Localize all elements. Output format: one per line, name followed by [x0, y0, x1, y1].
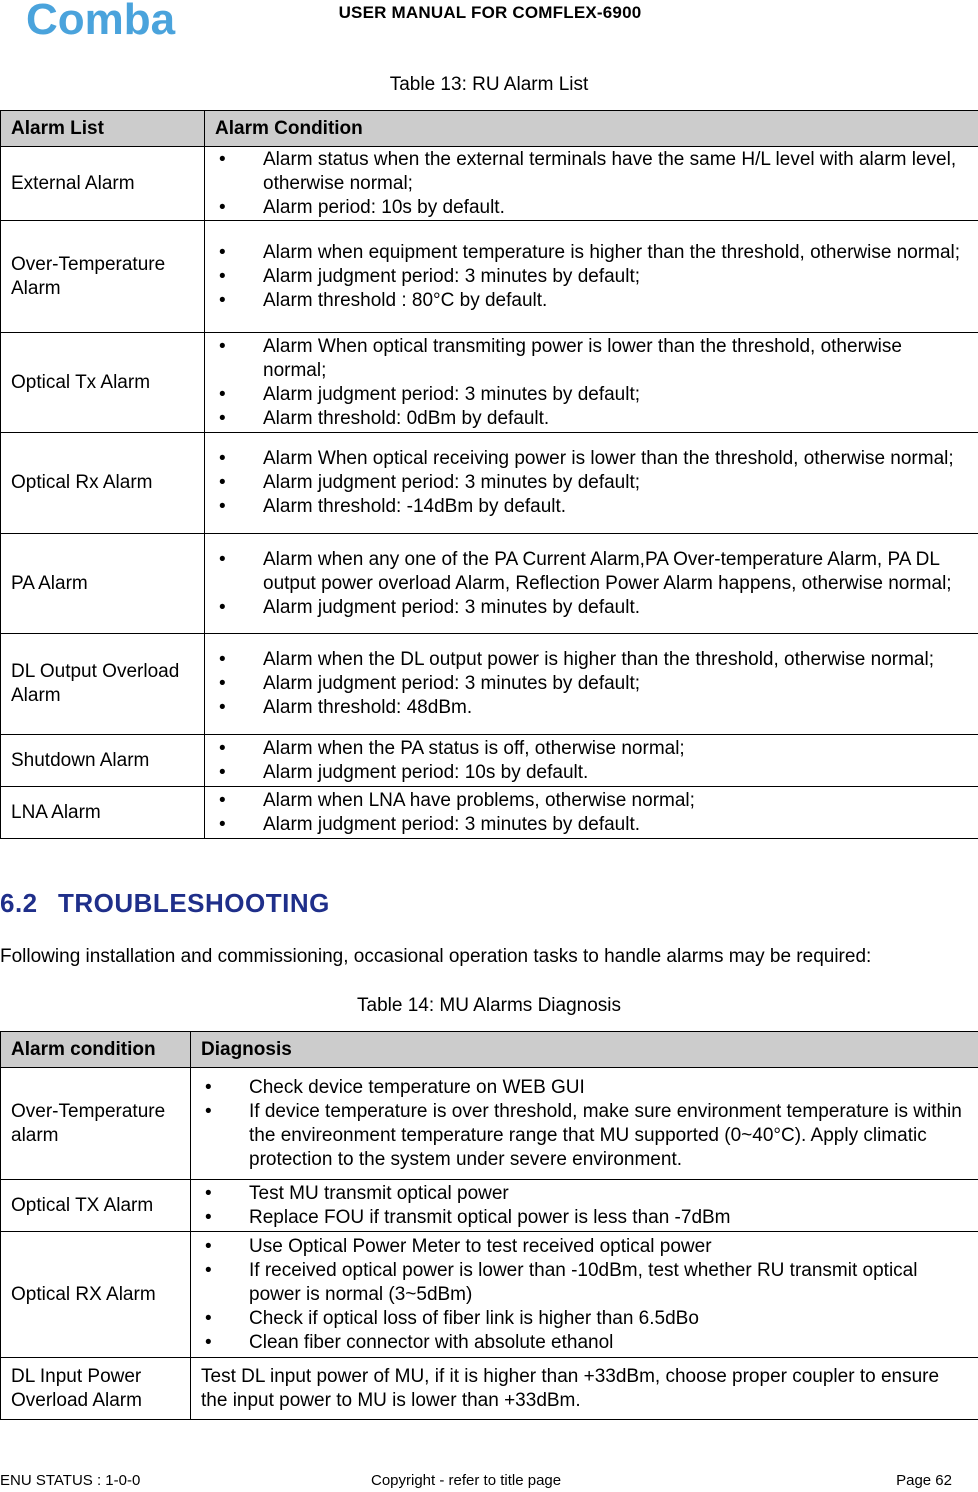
- alarm-name-cell: Over-Temperature alarm: [1, 1068, 191, 1180]
- bullet-list: [215, 148, 968, 220]
- alarm-name-cell: Shutdown Alarm: [1, 735, 205, 787]
- bullet-item: • Alarm threshold: -14dBm by default.: [215, 495, 968, 519]
- bullet-item: • Alarm judgment period: 3 minutes by default;: [215, 383, 968, 407]
- bullet-list: [215, 648, 968, 720]
- table-row: [1, 534, 978, 634]
- section-title: TROUBLESHOOTING: [58, 888, 330, 918]
- alarm-detail-cell: [191, 1068, 978, 1180]
- bullet-item: • Clean fiber connector with absolute ethanol: [201, 1331, 968, 1355]
- column-header-alarm-condition: Alarm Condition: [205, 111, 978, 147]
- bullet-list: [215, 447, 968, 519]
- bullet-item: • If device temperature is over threshold, make sure environment temperature is within the envireonment temperature range that MU supported (0~40°C). Apply climatic protection to the system under severe environment.: [201, 1100, 968, 1172]
- bullet-item: • Alarm judgment period: 3 minutes by default;: [215, 471, 968, 495]
- bullet-list: [215, 789, 968, 837]
- bullet-item: • Use Optical Power Meter to test received optical power: [201, 1235, 968, 1259]
- table-header-row: [1, 111, 978, 147]
- bullet-item: • Alarm judgment period: 3 minutes by default.: [215, 596, 968, 620]
- footer-copyright: Copyright - refer to title page: [371, 1472, 562, 1489]
- bullet-item: • Alarm threshold: 0dBm by default.: [215, 407, 968, 431]
- bullet-item: • Check if optical loss of fiber link is higher than 6.5dBo: [201, 1307, 968, 1331]
- alarm-name-cell: DL Input Power Overload Alarm: [1, 1358, 191, 1420]
- bullet-item: • Alarm judgment period: 3 minutes by default;: [215, 672, 968, 696]
- bullet-item: • Alarm threshold : 80°C by default.: [215, 289, 968, 313]
- table-13-caption: Table 13: RU Alarm List: [389, 74, 589, 95]
- alarm-name-cell: LNA Alarm: [1, 787, 205, 839]
- bullet-item: • Alarm When optical transmiting power is lower than the threshold, otherwise normal;: [215, 335, 968, 383]
- table-header-row: [1, 1032, 978, 1068]
- table-row: [1, 221, 978, 333]
- section-heading: [0, 888, 330, 919]
- bullet-item: • If received optical power is lower than -10dBm, test whether RU transmit optical power is normal (3~5dBm): [201, 1259, 968, 1307]
- alarm-detail-cell: [205, 333, 978, 433]
- bullet-item: • Check device temperature on WEB GUI: [201, 1076, 968, 1100]
- bullet-list: [215, 335, 968, 431]
- alarm-name-cell: External Alarm: [1, 147, 205, 221]
- ru-alarm-list-table: [0, 110, 978, 839]
- bullet-item: • Test MU transmit optical power: [201, 1182, 968, 1206]
- detail-text: Test DL input power of MU, if it is higher than +33dBm, choose proper coupler to ensure the input power to MU is lower than +33dBm.: [201, 1365, 940, 1411]
- table-row: [1, 735, 978, 787]
- bullet-item: • Alarm when equipment temperature is higher than the threshold, otherwise normal;: [215, 241, 968, 265]
- column-header-diagnosis: Diagnosis: [191, 1032, 978, 1068]
- bullet-list: [215, 548, 968, 620]
- alarm-detail-cell: [205, 534, 978, 634]
- bullet-item: • Alarm judgment period: 3 minutes by default;: [215, 265, 968, 289]
- alarm-detail-cell: [205, 787, 978, 839]
- alarm-detail-cell: [205, 433, 978, 534]
- table-row: [1, 787, 978, 839]
- bullet-item: • Alarm status when the external terminals have the same H/L level with alarm level, otherwise normal;: [215, 148, 968, 196]
- alarm-detail-cell: [205, 634, 978, 735]
- bullet-list: [201, 1235, 968, 1355]
- alarm-detail-cell: [205, 147, 978, 221]
- bullet-item: • Alarm judgment period: 10s by default.: [215, 761, 968, 785]
- table-row: [1, 634, 978, 735]
- bullet-item: • Alarm threshold: 48dBm.: [215, 696, 968, 720]
- bullet-item: • Alarm When optical receiving power is lower than the threshold, otherwise normal;: [215, 447, 968, 471]
- alarm-name-cell: Optical RX Alarm: [1, 1232, 191, 1358]
- column-header-alarm-list: Alarm List: [1, 111, 205, 147]
- alarm-name-cell: Over-Temperature Alarm: [1, 221, 205, 333]
- alarm-detail-cell: [191, 1358, 978, 1420]
- alarm-detail-cell: [191, 1232, 978, 1358]
- alarm-detail-cell: [191, 1180, 978, 1232]
- alarm-name-cell: Optical Tx Alarm: [1, 333, 205, 433]
- bullet-item: • Alarm period: 10s by default.: [215, 196, 968, 220]
- bullet-list: [201, 1076, 968, 1172]
- bullet-item: • Alarm judgment period: 3 minutes by default.: [215, 813, 968, 837]
- footer-page-number: Page 62: [896, 1472, 952, 1489]
- logo-wordmark: Comba: [26, 0, 176, 40]
- mu-alarms-diagnosis-table: [0, 1031, 978, 1420]
- alarm-name-cell: Optical TX Alarm: [1, 1180, 191, 1232]
- bullet-list: [215, 737, 968, 785]
- table-row: [1, 433, 978, 534]
- bullet-item: • Alarm when the PA status is off, otherwise normal;: [215, 737, 968, 761]
- bullet-list: [215, 241, 968, 313]
- table-row: [1, 147, 978, 221]
- section-intro: Following installation and commissioning, occasional operation tasks to handle alarms may be required:: [0, 946, 872, 967]
- footer-status: ENU STATUS : 1-0-0: [0, 1472, 141, 1489]
- bullet-item: • Alarm when LNA have problems, otherwise normal;: [215, 789, 968, 813]
- section-number: 6.2: [0, 888, 38, 918]
- column-header-alarm-condition: Alarm condition: [1, 1032, 191, 1068]
- alarm-detail-cell: [205, 221, 978, 333]
- bullet-item: • Alarm when any one of the PA Current Alarm,PA Over-temperature Alarm, PA DL output power overload Alarm, Reflection Power Alarm happens, otherwise normal;: [215, 548, 968, 596]
- alarm-name-cell: PA Alarm: [1, 534, 205, 634]
- alarm-name-cell: Optical Rx Alarm: [1, 433, 205, 534]
- table-row: [1, 1180, 978, 1232]
- table-row: [1, 1232, 978, 1358]
- comba-logo: [26, 0, 208, 40]
- bullet-item: • Alarm when the DL output power is higher than the threshold, otherwise normal;: [215, 648, 968, 672]
- table-row: [1, 1358, 978, 1420]
- alarm-name-cell: DL Output Overload Alarm: [1, 634, 205, 735]
- alarm-detail-cell: [205, 735, 978, 787]
- bullet-item: • Replace FOU if transmit optical power is less than -7dBm: [201, 1206, 968, 1230]
- document-title: USER MANUAL FOR COMFLEX-6900: [338, 3, 642, 22]
- table-14-caption: Table 14: MU Alarms Diagnosis: [357, 995, 621, 1016]
- bullet-list: [201, 1182, 968, 1230]
- table-row: [1, 1068, 978, 1180]
- table-row: [1, 333, 978, 433]
